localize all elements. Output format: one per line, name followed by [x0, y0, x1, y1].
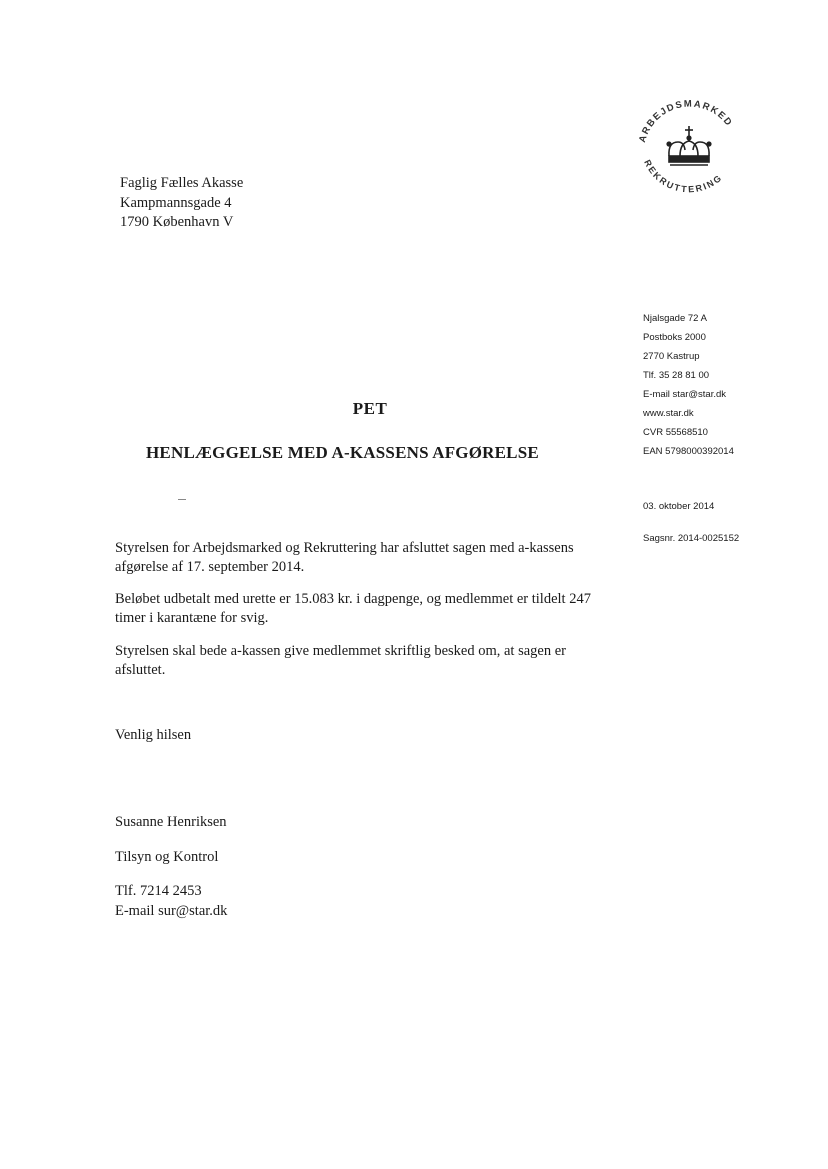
divider-mark — [178, 499, 186, 500]
sender-email: E-mail star@star.dk — [643, 389, 727, 400]
letter-date: 03. oktober 2014 — [643, 501, 715, 512]
recipient-name: Faglig Fælles Akasse — [120, 175, 244, 191]
sender-po-box: Postboks 2000 — [643, 332, 706, 343]
sender-phone: Tlf. 35 28 81 00 — [643, 370, 710, 381]
recipient-city: 1790 København V — [120, 214, 234, 230]
logo-arc-top-text: ARBEJDSMARKED — [636, 98, 735, 144]
body-paragraph-2: Beløbet udbetalt med urette er 15.083 kr. i dagpenge, og medlemmet er tildelt 247 timer i karantæne for svig. — [115, 591, 591, 626]
recipient-address — [120, 174, 243, 233]
sender-cvr: CVR 55568510 — [643, 427, 708, 438]
body-paragraph-3: Styrelsen skal bede a-kassen give medlemmet skriftlig besked om, at sagen er afsluttet. — [115, 643, 566, 678]
sender-web: www.star.dk — [643, 408, 694, 419]
sender-address: Njalsgade 72 A — [643, 313, 707, 324]
signatory-phone: Tlf. 7214 2453 — [115, 883, 202, 899]
sender-info — [643, 309, 734, 461]
svg-text:REKRUTTERING — [642, 158, 724, 194]
signatory-contact — [115, 882, 227, 921]
svg-text:ARBEJDSMARKED — [637, 99, 735, 144]
logo-arc-bottom-text: REKRUTTERING — [642, 158, 725, 195]
recipient-street: Kampmannsgade 4 — [120, 194, 232, 211]
agency-logo — [630, 96, 748, 196]
document-title-short: PET — [352, 399, 388, 418]
signatory-name: Susanne Henriksen — [115, 814, 227, 830]
closing-greeting: Venlig hilsen — [115, 727, 192, 743]
document-title: HENLÆGGELSE MED A-KASSENS AFGØRELSE — [146, 443, 539, 462]
sender-ean: EAN 5798000392014 — [643, 446, 734, 457]
case-number: Sagsnr. 2014-0025152 — [643, 533, 740, 544]
sender-city: 2770 Kastrup — [643, 351, 700, 362]
signatory-department: Tilsyn og Kontrol — [115, 849, 219, 865]
crown-icon — [667, 126, 711, 165]
signatory-email: E-mail sur@star.dk — [115, 902, 228, 919]
body-paragraph-1: Styrelsen for Arbejdsmarked og Rekruttering har afsluttet sagen med a-kassens afgørelse af 17. september 2014. — [115, 540, 574, 575]
agency-seal — [630, 96, 748, 196]
